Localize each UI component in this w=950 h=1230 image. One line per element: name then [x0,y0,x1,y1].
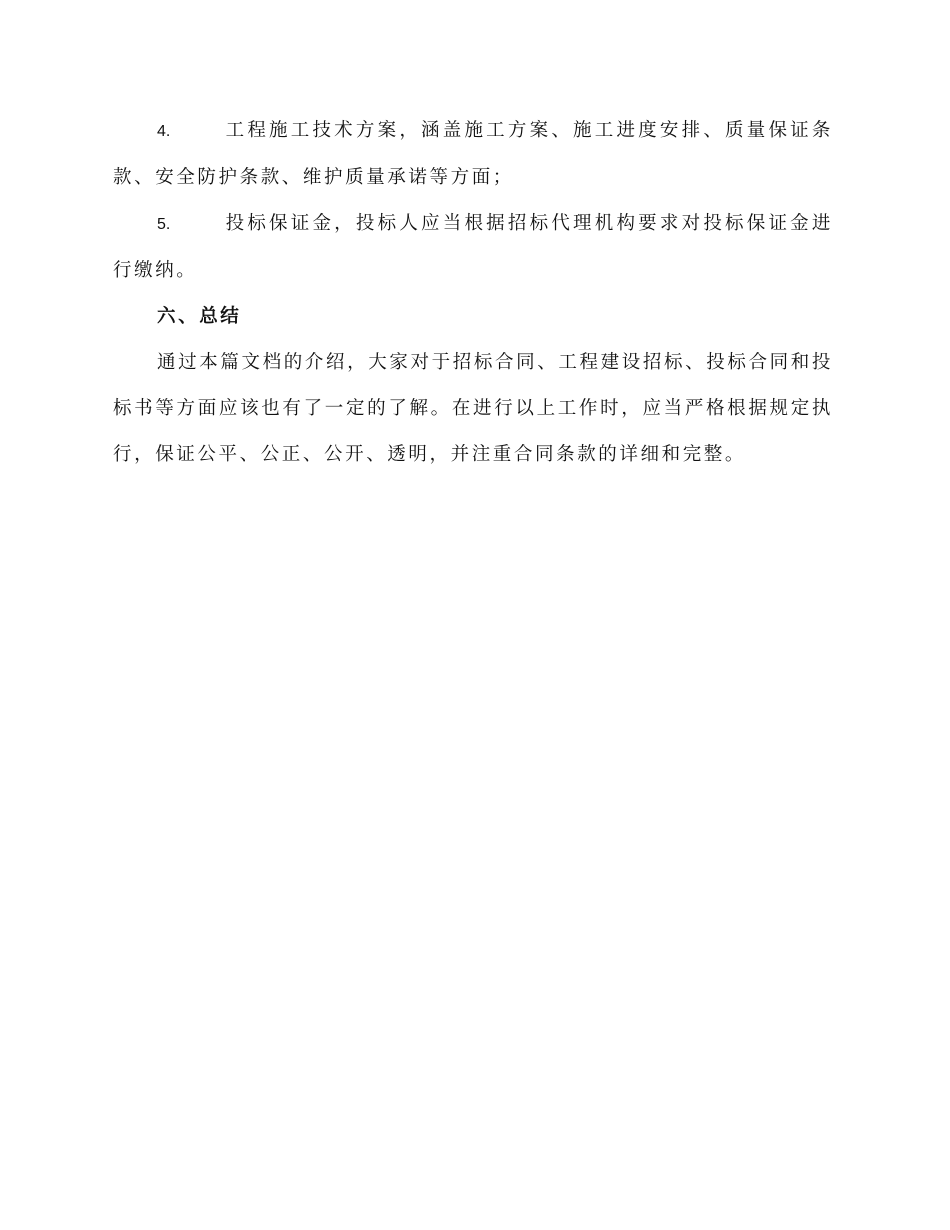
list-item-text: 投标保证金，投标人应当根据招标代理机构要求对投标保证金进行缴纳。 [113,213,833,281]
list-item-number: 4. [157,123,171,140]
list-item [113,201,833,294]
list-item-number: 5. [157,216,171,233]
list-item [113,108,833,201]
summary-paragraph: 通过本篇文档的介绍，大家对于招标合同、工程建设招标、投标合同和投标书等方面应该也有了一定的了解。在进行以上工作时，应当严格根据规定执行，保证公平、公正、公开、透明，并注重合同条款的详细和完整。 [113,352,833,465]
section-heading: 六、总结 [157,306,242,327]
document-body [113,108,833,478]
list-item-text: 工程施工技术方案，涵盖施工方案、施工进度安排、质量保证条款、安全防护条款、维护质量承诺等方面； [113,120,833,188]
